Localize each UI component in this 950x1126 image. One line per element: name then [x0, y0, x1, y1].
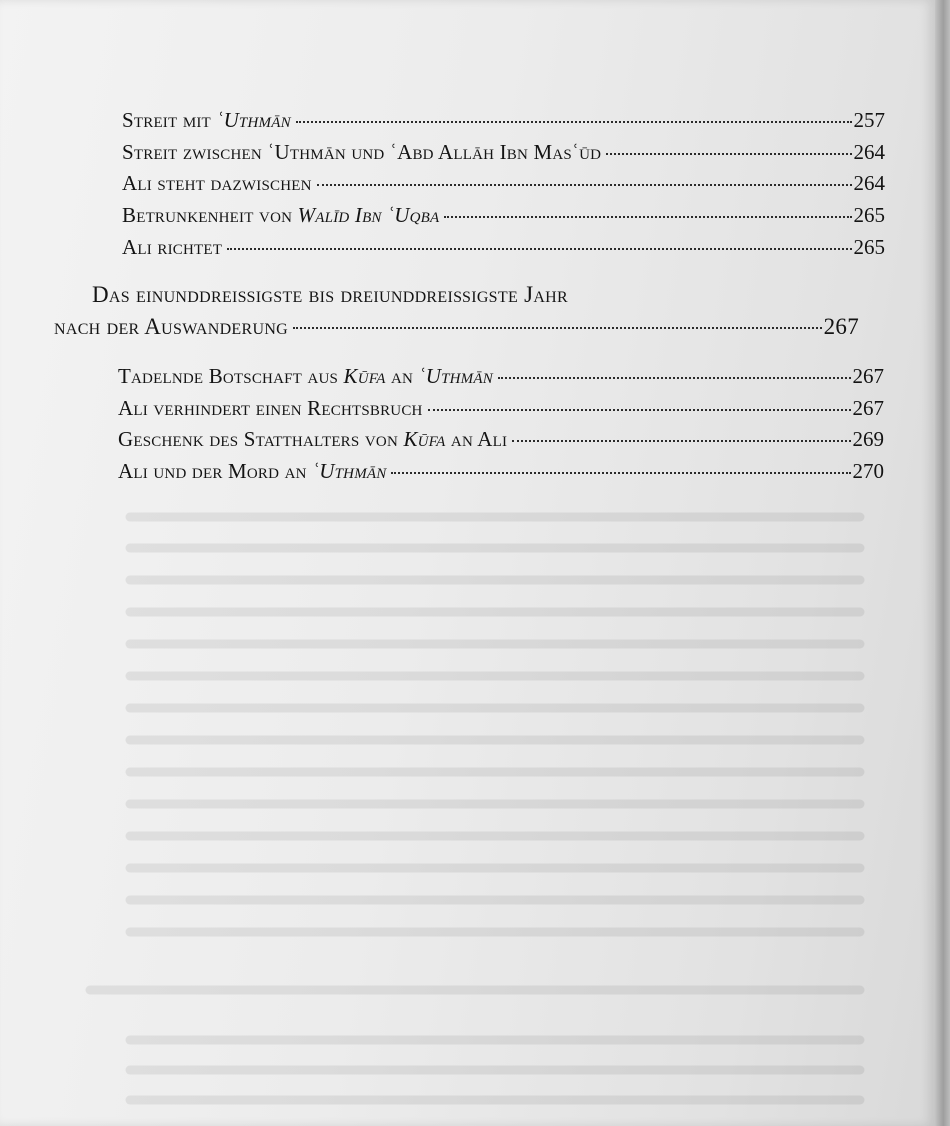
toc-entry-title: Ali steht dazwischen: [122, 171, 312, 195]
toc-page-number: 264: [853, 171, 885, 195]
dot-leader: [498, 377, 851, 379]
chapter-title-text: nach der Auswanderung: [54, 314, 289, 339]
toc-entry-title: Betrunkenheit von Walīd Ibn ʿUqba: [122, 203, 440, 227]
dot-leader: [606, 153, 851, 155]
toc-page-number: 267: [852, 364, 884, 388]
dot-leader: [296, 121, 852, 123]
dot-leader: [317, 184, 852, 186]
toc-entry: [118, 425, 884, 453]
dot-leader: [428, 409, 851, 411]
toc-page-number: 264: [853, 140, 885, 164]
toc-entry: [122, 106, 885, 134]
toc-page-number: 265: [853, 235, 885, 259]
toc-entry: [122, 138, 885, 166]
toc-page-number: 269: [852, 427, 884, 451]
dot-leader: [512, 440, 850, 442]
toc-page-number: 257: [853, 108, 885, 132]
toc-entry: [122, 169, 885, 197]
toc-entry-title: Tadelnde Botschaft aus Kūfa an ʿUthmān: [118, 364, 493, 388]
toc-entry-title: Ali richtet: [122, 235, 223, 259]
chapter-page-number: 267: [823, 314, 859, 339]
toc-entry: [118, 457, 884, 485]
toc-entry-title: Ali und der Mord an ʿUthmān: [118, 459, 387, 483]
dot-leader: [444, 216, 851, 218]
toc-entry: [118, 362, 884, 390]
toc-page-number: 270: [852, 459, 884, 483]
chapter-title-line1: Das einunddreißigste bis dreiunddreißigste Jahr: [92, 282, 569, 307]
toc-entry: [122, 201, 885, 229]
toc-entry: [122, 233, 885, 261]
chapter-title-line2: [54, 312, 859, 342]
dot-leader: [391, 472, 850, 474]
dot-leader: [293, 327, 822, 329]
toc-entry-title: Geschenk des Statthalters von Kūfa an Ali: [118, 427, 508, 451]
page-edge: [935, 0, 950, 1126]
toc-entry-title: Streit mit ʿUthmān: [122, 108, 291, 132]
toc-entry-title: Ali verhindert einen Rechtsbruch: [118, 396, 423, 420]
toc-page-number: 267: [852, 396, 884, 420]
toc-entry: [118, 394, 884, 422]
toc-entry-title: Streit zwischen ʿUthmān und ʿAbd Allāh Ibn Masʿūd: [122, 140, 602, 164]
dot-leader: [227, 248, 851, 250]
toc-page-number: 265: [853, 203, 885, 227]
